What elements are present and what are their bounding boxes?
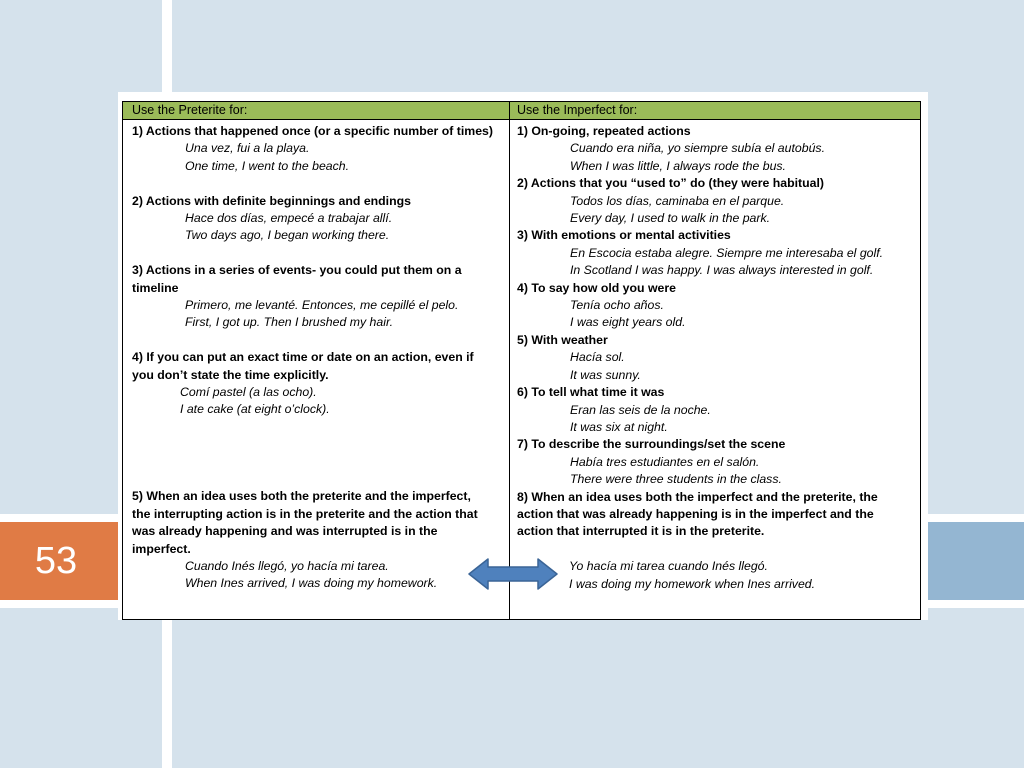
item-heading: 4) If you can put an exact time or date on an action, even if you don’t state the time explicitly. [132,350,474,382]
example-spanish: Comí pastel (a las ocho). [180,385,317,400]
list-item [132,488,506,592]
example-english: I was doing my homework when Ines arrived. [569,576,816,591]
list-item [132,193,506,245]
item-heading: 8) When an idea uses both the imperfect and the preterite, the action that was already happening is in the imperfect and the action that interrupted it is in the preterite. [517,489,878,539]
table-card [118,92,928,620]
list-item [517,332,919,384]
double-arrow-icon [468,557,558,591]
list-item [517,123,919,175]
item-heading: 1) On-going, repeated actions [517,124,691,138]
example-spanish: Yo hacía mi tarea cuando Inés llegó. [569,559,768,574]
item-heading: 2) Actions that you “used to” do (they were habitual) [517,176,824,191]
item-heading: 7) To describe the surroundings/set the scene [517,437,786,452]
list-item [517,436,919,488]
list-item [517,280,919,332]
slide-number: 53 [0,522,122,600]
item-heading: 1) Actions that happened once (or a specific number of times) [132,124,493,138]
item-heading: 2) Actions with definite beginnings and endings [132,193,411,208]
example-spanish: Primero, me levanté. Entonces, me cepillé el pelo. [185,298,459,313]
example-english: In Scotland I was happy. I was always interested in golf. [570,263,874,278]
list-item [132,262,506,332]
item-heading: 3) With emotions or mental activities [517,228,731,243]
example-english: It was sunny. [570,367,641,382]
column-divider [509,102,510,619]
item-heading: 5) When an idea uses both the preterite and the imperfect, the interrupting action is in the preterite and the action that was already happening and was interrupted is in the imperfect. [132,489,478,556]
left-column-header: Use the Preterite for: [123,102,509,120]
example-spanish: Una vez, fui a la playa. [185,141,310,156]
example-english: I ate cake (at eight o’clock). [180,402,330,417]
list-item [517,175,919,227]
example-spanish: Eran las seis de la noche. [570,402,711,417]
example-spanish: Todos los días, caminaba en el parque. [570,193,785,208]
right-column [517,123,919,593]
example-spanish: Tenía ocho años. [570,298,664,313]
example-spanish: Cuando era niña, yo siempre subía el autobús. [570,141,825,156]
item-heading: 3) Actions in a series of events- you could put them on a timeline [132,263,462,295]
item-heading: 4) To say how old you were [517,280,676,295]
example-spanish: Hacía sol. [570,350,625,365]
example-spanish: Había tres estudiantes en el salón. [570,454,760,469]
example-spanish: Hace dos días, empecé a trabajar allí. [185,211,393,226]
example-english: Two days ago, I began working there. [185,228,390,243]
example-english: First, I got up. Then I brushed my hair. [185,315,393,330]
example-english: One time, I went to the beach. [185,158,350,173]
example-english: I was eight years old. [570,315,686,330]
grammar-table [122,101,921,620]
left-column [132,123,506,593]
example-english: Every day, I used to walk in the park. [570,211,771,226]
list-item [517,227,919,279]
example-english: When I was little, I always rode the bus. [570,158,786,173]
example-spanish: En Escocia estaba alegre. Siempre me interesaba el golf. [570,245,884,260]
example-english: It was six at night. [570,419,668,434]
item-heading: 5) With weather [517,332,608,347]
example-english: When Ines arrived, I was doing my homework. [185,576,438,591]
example-spanish: Cuando Inés llegó, yo hacía mi tarea. [185,559,389,574]
list-item [517,489,919,593]
list-item [132,123,506,175]
item-heading: 6) To tell what time it was [517,385,665,400]
accent-band-right [928,522,1024,600]
list-item [132,349,506,419]
right-column-header: Use the Imperfect for: [509,102,920,120]
example-english: There were three students in the class. [570,472,782,487]
list-item [517,384,919,436]
